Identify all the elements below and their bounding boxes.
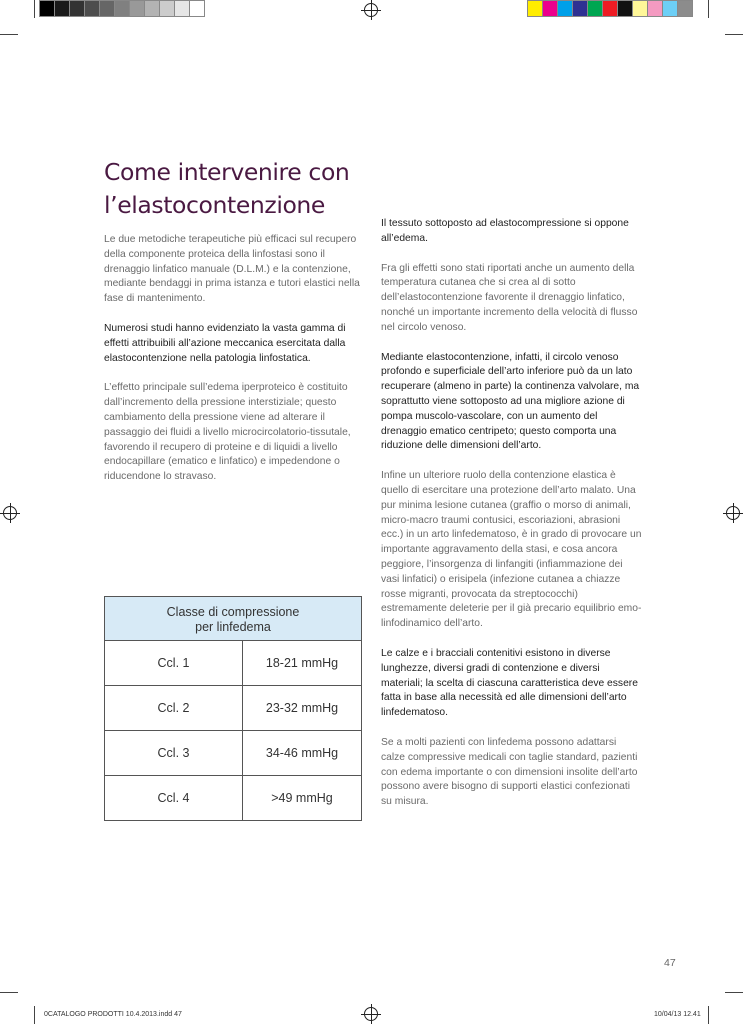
- crop-mark: [708, 1006, 709, 1024]
- color-swatch: [114, 0, 130, 17]
- crop-mark: [708, 0, 709, 18]
- right-text-column: [381, 217, 643, 825]
- crop-mark: [34, 0, 35, 18]
- pressure-range-cell: 34-46 mmHg: [243, 731, 362, 776]
- crop-mark: [0, 34, 18, 35]
- color-swatch: [587, 0, 603, 17]
- paragraph: Se a molti pazienti con linfedema possono adattarsi calze compressive medicali con taglie standard, pazienti con edema importante o con dimensioni insolite dell’arto possono avere bisogno di supporti elastici confezionati su misura.: [381, 736, 638, 808]
- paragraph: Le calze e i bracciali contenitivi esistono in diverse lunghezze, diversi gradi di contenzione e diversi materiali; la scelta di ciascuna caratteristica deve essere fatta in base alla necessità ed alle dimensioni dell’arto linfedematoso.: [381, 647, 638, 719]
- color-swatch: [542, 0, 558, 17]
- color-swatch: [99, 0, 115, 17]
- color-swatch: [662, 0, 678, 17]
- crop-mark: [725, 34, 743, 35]
- crop-mark: [0, 992, 18, 993]
- color-swatch: [617, 0, 633, 17]
- crop-mark: [34, 1006, 35, 1024]
- paragraph: Numerosi studi hanno evidenziato la vasta gamma di effetti attribuibili all’azione meccanica esercitata dalla elastocontenzione nella patologia linfostatica.: [104, 322, 346, 364]
- color-swatch: [129, 0, 145, 17]
- color-swatch: [632, 0, 648, 17]
- registration-mark-top-icon: [364, 3, 378, 17]
- page-title-line-2: l’elastocontenzione: [104, 191, 325, 219]
- page-number: 47: [664, 957, 676, 969]
- paragraph: Infine un ulteriore ruolo della contenzione elastica è quello di esercitare una protezione dell’arto malato. Una pur minima lesione cutanea (graffio o morso di animali, micro-macro traumi contusici, escoriazioni, abrasioni ecc.) in un arto linfedematoso, è in grado di provocare un importante aggravamento della stasi, e cosa ancora peggiore, l’insorgenza di linfangiti (infiammazione dei vasi linfatici) o erisipela (infezione cutanea a chiazze rosse migranti, provocata da streptococchi) estremamente deleterie per il già precario equilibrio emo-linfodinamico dell’arto.: [381, 470, 642, 630]
- color-swatch: [159, 0, 175, 17]
- grayscale-color-bar: [39, 0, 204, 17]
- color-swatch: [69, 0, 85, 17]
- page-title: [104, 156, 404, 222]
- print-slug-timestamp: 10/04/13 12.41: [654, 1011, 701, 1018]
- color-swatch: [527, 0, 543, 17]
- registration-mark-left-icon: [3, 506, 17, 520]
- color-swatch: [647, 0, 663, 17]
- pressure-range-cell: 18-21 mmHg: [243, 641, 362, 686]
- paragraph: Il tessuto sottoposto ad elastocompressione si oppone all’edema.: [381, 218, 629, 244]
- class-cell: Ccl. 3: [105, 731, 243, 776]
- compression-class-table: [104, 596, 362, 821]
- table-header: [105, 597, 362, 641]
- color-swatch: [84, 0, 100, 17]
- table-row: [105, 641, 362, 686]
- crop-mark: [725, 992, 743, 993]
- pressure-range-cell: 23-32 mmHg: [243, 686, 362, 731]
- color-swatch: [677, 0, 693, 17]
- color-swatch: [144, 0, 160, 17]
- color-swatch: [174, 0, 190, 17]
- left-text-column: [104, 233, 372, 500]
- table-row: [105, 776, 362, 821]
- color-swatch: [572, 0, 588, 17]
- paragraph: L’effetto principale sull’edema iperproteico è costituito dall’incremento della pressione interstiziale; questo cambiamento della pressione viene ad alterare il passaggio dei fluidi a livello microcircolatorio-tissutale, favorendo il recupero di proteine e di liquidi a livello endocapillare (ematico e linfatico) e impedendone o riducendone lo stravaso.: [104, 382, 351, 483]
- color-swatch: [39, 0, 55, 17]
- print-slug-filename: 0CATALOGO PRODOTTI 10.4.2013.indd 47: [44, 1011, 182, 1018]
- paragraph: Mediante elastocontenzione, infatti, il circolo venoso profondo e superficiale dell’arto inferiore può da un lato recuperare (almeno in parte) la continenza valvolare, ma soprattutto viene sottoposto ad una migliore azione di pompa muscolo-vascolare, con un aumento del drenaggio ematico centripeto; questo comporta una riduzione delle dimensioni dell’arto.: [381, 351, 640, 452]
- table-row: [105, 731, 362, 776]
- table-header-line-2: per linfedema: [195, 619, 271, 634]
- color-swatch: [189, 0, 205, 17]
- class-cell: Ccl. 1: [105, 641, 243, 686]
- table-header-row: [105, 597, 362, 641]
- color-swatch: [54, 0, 70, 17]
- paragraph: Le due metodiche terapeutiche più efficaci sul recupero della componente proteica della linfostasi sono il drenaggio linfatico manuale (D.L.M.) e la contenzione, mediante bendaggi in prima istanza e tutori elastici nella fase di mantenimento.: [104, 234, 360, 305]
- table-header-line-1: Classe di compressione: [166, 604, 300, 619]
- class-cell: Ccl. 4: [105, 776, 243, 821]
- registration-mark-bottom-icon: [364, 1007, 378, 1021]
- table-row: [105, 686, 362, 731]
- color-swatch: [557, 0, 573, 17]
- color-swatch: [602, 0, 618, 17]
- registration-mark-right-icon: [726, 506, 740, 520]
- class-cell: Ccl. 2: [105, 686, 243, 731]
- pressure-range-cell: >49 mmHg: [243, 776, 362, 821]
- page-title-line-1: Come intervenire con: [104, 158, 350, 186]
- process-color-bar: [527, 0, 692, 17]
- paragraph: Fra gli effetti sono stati riportati anche un aumento della temperatura cutanea che si crea al di sotto dell’elastocontenzione favorente il drenaggio linfatico, nonché un importante incremento della velocità di flusso nel circolo venoso.: [381, 262, 638, 333]
